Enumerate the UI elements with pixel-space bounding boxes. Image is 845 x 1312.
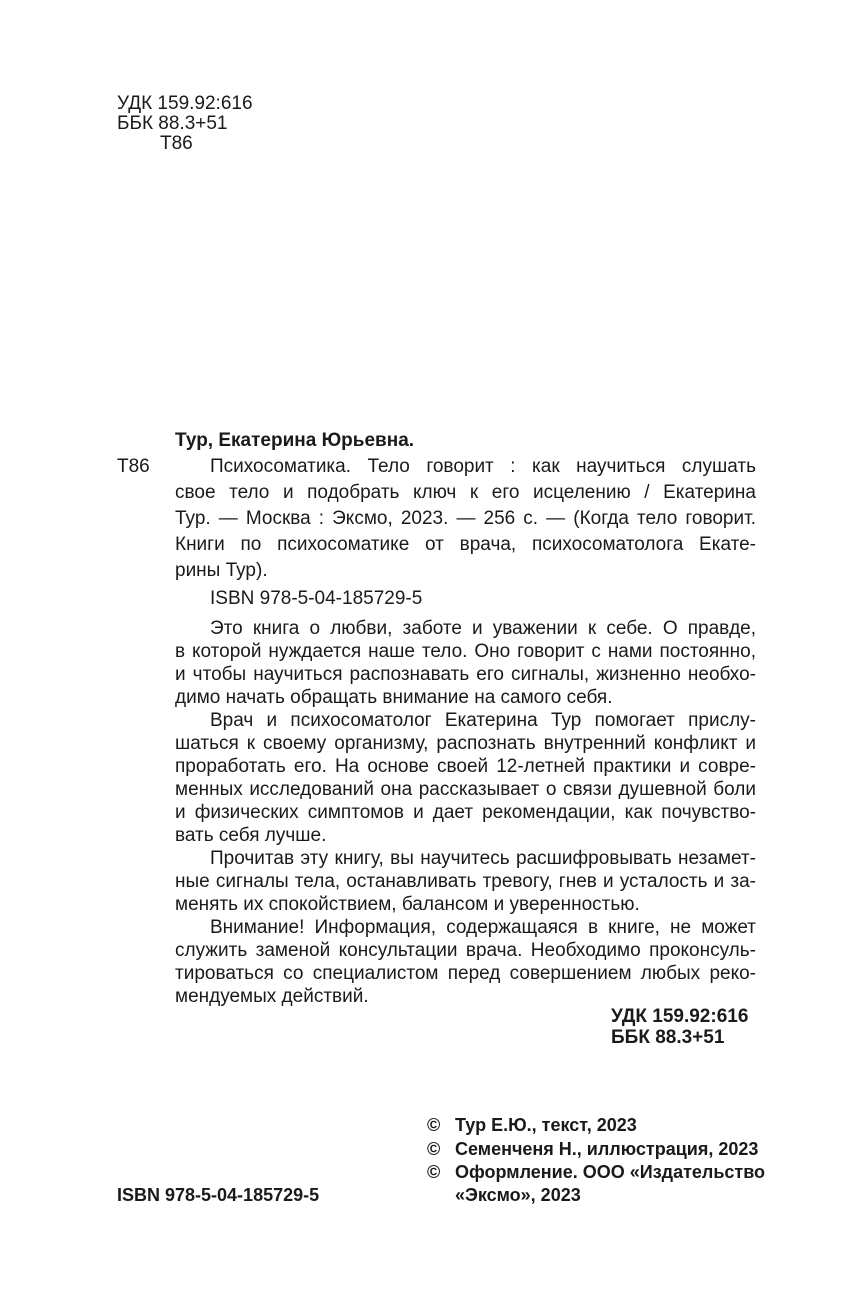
copyright-text: Тур Е.Ю., текст, 2023 — [455, 1115, 637, 1135]
title-line: Психосоматика. Тело говорит : как научиться слушать — [210, 456, 756, 477]
copyright-icon: © — [427, 1139, 441, 1159]
annotation-line: ные сигналы тела, останавливать тревогу, гнев и усталость и за- — [175, 871, 756, 892]
author-heading: Тур, Екатерина Юрьевна. — [175, 430, 415, 451]
annotation-line: Прочитав эту книгу, вы научитесь расшифровывать незамет- — [210, 848, 756, 869]
annotation-line: и чтобы научиться распознавать его сигналы, жизненно необхо- — [175, 664, 756, 685]
copyright-line — [427, 1138, 758, 1160]
annotation-line: тироваться со специалистом перед совершением любых реко- — [175, 963, 756, 984]
annotation-line: менять их спокойствием, балансом и уверенностью. — [175, 894, 640, 915]
copyright-text: Оформление. ООО «Издательство — [455, 1162, 766, 1182]
title-line: рины Тур). — [175, 560, 268, 581]
copyright-text: Семенченя Н., иллюстрация, 2023 — [455, 1139, 759, 1159]
annotation-line: менных исследований она рассказывает о связи душевной боли — [175, 779, 756, 800]
footer-isbn: ISBN 978-5-04-185729-5 — [117, 1185, 320, 1205]
copyright-icon: © — [427, 1115, 441, 1135]
annotation-line: Это книга о любви, заботе и уважении к себе. О правде, — [210, 618, 756, 639]
annotation-line: шаться к своему организму, распознать внутренний конфликт и — [175, 733, 756, 754]
title-line: Тур. — Москва : Эксмо, 2023. — 256 с. — (Когда тело говорит. — [175, 508, 756, 529]
title-line: Книги по психосоматике от врача, психосоматолога Екате- — [175, 534, 756, 555]
record-isbn: ISBN 978-5-04-185729-5 — [210, 588, 423, 609]
annotation-line: и физических симптомов и дает рекомендации, как почувство- — [175, 802, 756, 823]
annotation-line: мендуемых действий. — [175, 986, 369, 1007]
record-author-mark: Т86 — [117, 456, 150, 477]
annotation-line: служить заменой консультации врача. Необходимо проконсуль- — [175, 940, 756, 961]
copyright-icon: © — [427, 1162, 441, 1182]
top-author-mark: Т86 — [160, 133, 193, 154]
copyright-line — [427, 1114, 637, 1136]
annotation-line: в которой нуждается наше тело. Оно говорит с нами постоянно, — [175, 641, 756, 662]
top-bbk-code: ББК 88.3+51 — [117, 113, 228, 134]
top-udk-code: УДК 159.92:616 — [117, 93, 253, 114]
bottom-udk-code: УДК 159.92:616 — [611, 1006, 749, 1027]
annotation-line: димо начать обращать внимание на самого себя. — [175, 687, 613, 708]
title-line: свое тело и подобрать ключ к его исцелению / Екатерина — [175, 482, 756, 503]
copyright-text-continued: «Эксмо», 2023 — [455, 1185, 581, 1205]
annotation-line: вать себя лучше. — [175, 825, 327, 846]
annotation-line: проработать его. На основе своей 12-летней практики и совре- — [175, 756, 756, 777]
annotation-line: Внимание! Информация, содержащаяся в книге, не может — [210, 917, 756, 938]
copyright-line — [427, 1161, 765, 1183]
bottom-bbk-code: ББК 88.3+51 — [611, 1027, 725, 1048]
annotation-line: Врач и психосоматолог Екатерина Тур помогает прислу- — [210, 710, 756, 731]
